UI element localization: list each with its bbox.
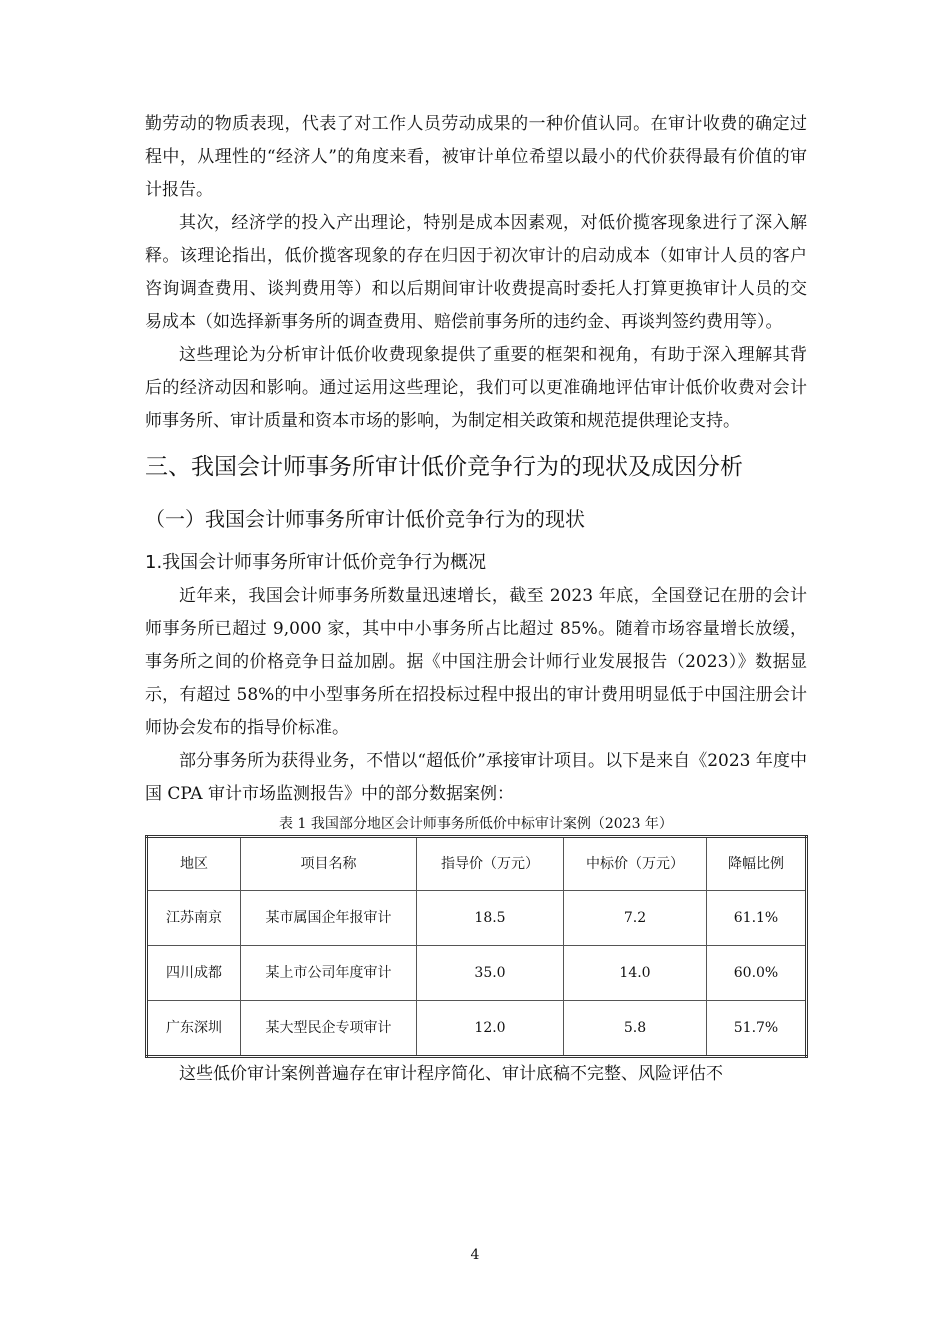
table-row xyxy=(147,1001,807,1057)
cell-bid-price: 14.0 xyxy=(564,946,707,1001)
header-guide-price: 指导价（万元） xyxy=(417,837,564,891)
cell-guide-price: 12.0 xyxy=(417,1001,564,1057)
cell-guide-price: 18.5 xyxy=(417,891,564,946)
paragraph-continued: 勤劳动的物质表现，代表了对工作人员劳动成果的一种价值认同。在审计收费的确定过程中，从理性的“经济人”的角度来看，被审计单位希望以最小的代价获得最有价值的审计报告。 xyxy=(145,114,807,200)
cell-drop-ratio: 61.1% xyxy=(707,891,807,946)
cell-project: 某大型民企专项审计 xyxy=(241,1001,417,1057)
page-content xyxy=(145,108,807,1091)
header-drop-ratio: 降幅比例 xyxy=(707,837,807,891)
section-heading: 三、我国会计师事务所审计低价竞争行为的现状及成因分析 xyxy=(145,454,743,480)
cell-project: 某市属国企年报审计 xyxy=(241,891,417,946)
page-number: 4 xyxy=(470,1247,480,1263)
low-price-cases-table xyxy=(145,835,808,1058)
paragraph-theory-summary: 这些理论为分析审计低价收费现象提供了重要的框架和视角，有助于深入理解其背后的经济动因和影响。通过运用这些理论，我们可以更准确地评估审计低价收费对会计师事务所、审计质量和资本市场的影响，为制定相关政策和规范提供理论支持。 xyxy=(145,345,807,431)
table-row xyxy=(147,946,807,1001)
table-caption: 表 1 我国部分地区会计师事务所低价中标审计案例（2023 年） xyxy=(279,816,673,832)
cell-region: 四川成都 xyxy=(147,946,241,1001)
header-region: 地区 xyxy=(147,837,241,891)
cell-region: 广东深圳 xyxy=(147,1001,241,1057)
header-project: 项目名称 xyxy=(241,837,417,891)
paragraph-case-analysis: 这些低价审计案例普遍存在审计程序简化、审计底稿不完整、风险评估不 xyxy=(179,1064,723,1084)
header-bid-price: 中标价（万元） xyxy=(564,837,707,891)
cell-project: 某上市公司年度审计 xyxy=(241,946,417,1001)
table-row xyxy=(147,891,807,946)
paragraph-market-overview: 近年来，我国会计师事务所数量迅速增长，截至 2023 年底，全国登记在册的会计师事务所已超过 9,000 家，其中中小事务所占比超过 85%。随着市场容量增长放缓，事务所之间的价格竞争日益加剧。据《中国注册会计师行业发展报告（2023）》数据显示，有超过 58%的中小型事务所在招投标过程中报出的审计费用明显低于中国注册会计师协会发布的指导价标准。 xyxy=(145,586,807,738)
cell-drop-ratio: 60.0% xyxy=(707,946,807,1001)
paragraph-input-output-theory: 其次，经济学的投入产出理论，特别是成本因素观，对低价揽客现象进行了深入解释。该理论指出，低价揽客现象的存在归因于初次审计的启动成本（如审计人员的客户咨询调查费用、谈判费用等）和以后期间审计收费提高时委托人打算更换审计人员的交易成本（如选择新事务所的调查费用、赔偿前事务所的违约金、再谈判签约费用等）。 xyxy=(145,213,807,332)
cell-bid-price: 7.2 xyxy=(564,891,707,946)
subsection-heading: （一）我国会计师事务所审计低价竞争行为的现状 xyxy=(145,507,585,531)
subsubsection-heading: 1.我国会计师事务所审计低价竞争行为概况 xyxy=(145,552,487,573)
cell-region: 江苏南京 xyxy=(147,891,241,946)
table-header-row xyxy=(147,837,807,891)
paragraph-case-intro: 部分事务所为获得业务，不惜以“超低价”承接审计项目。以下是来自《2023 年度中国 CPA 审计市场监测报告》中的部分数据案例： xyxy=(145,751,807,804)
cell-bid-price: 5.8 xyxy=(564,1001,707,1057)
cell-drop-ratio: 51.7% xyxy=(707,1001,807,1057)
cell-guide-price: 35.0 xyxy=(417,946,564,1001)
